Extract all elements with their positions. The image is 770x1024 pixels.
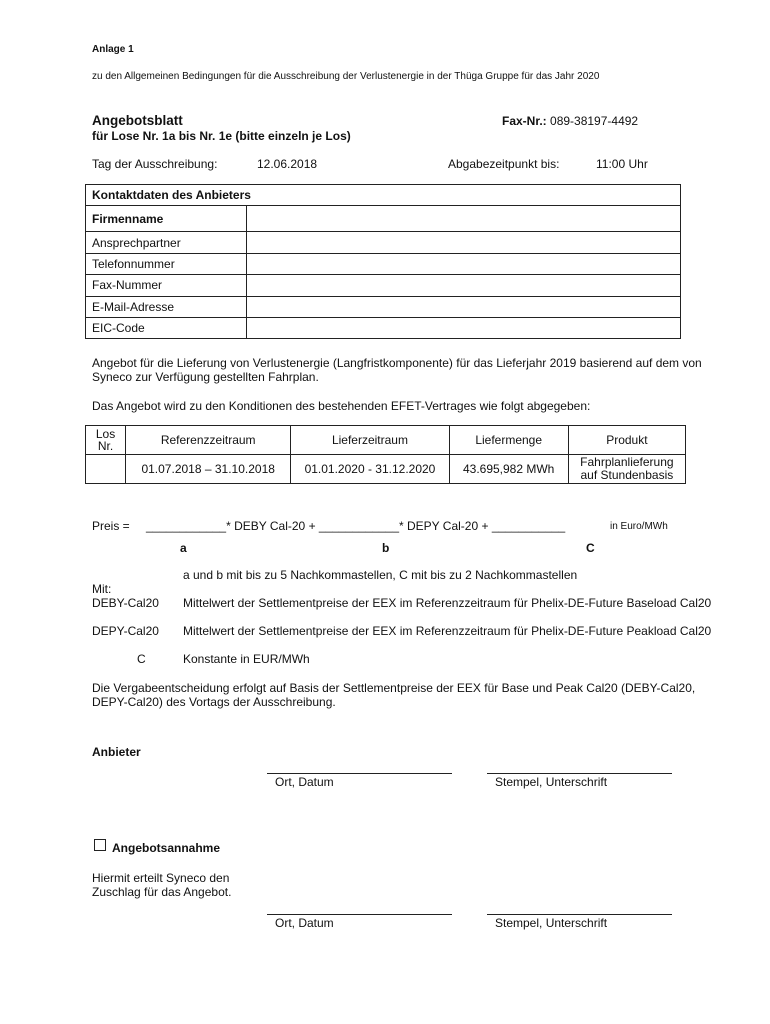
offer-title: Angebotsblatt — [92, 113, 183, 128]
depy-definition: Mittelwert der Settlementpreise der EEX im Referenzzeitraum für Phelix-DE-Future Peakload Cal20 — [183, 624, 712, 638]
contact-heading-row — [86, 185, 681, 206]
product-cell: Fahrplanlieferung auf Stundenbasis — [568, 455, 685, 484]
bidder-signature-line[interactable] — [487, 773, 672, 774]
acceptance-checkbox[interactable] — [94, 839, 106, 851]
constant-term: C — [137, 652, 146, 666]
efet-paragraph: Das Angebot wird zu den Konditionen des bestehenden EFET-Vertrages wie folgt abgegeben: — [92, 399, 591, 413]
phone-label: Telefonnummer — [86, 253, 247, 274]
bidder-stamp-signature-label: Stempel, Unterschrift — [495, 775, 608, 789]
contact-row-person — [86, 232, 681, 253]
contact-heading: Kontaktdaten des Anbieters — [86, 185, 681, 206]
header-lot-number: Los Nr. — [86, 426, 126, 455]
company-label: Firmenname — [86, 206, 247, 232]
contact-row-eic — [86, 317, 681, 338]
constant-c-label: C — [586, 541, 595, 555]
price-label: Preis = — [92, 519, 130, 533]
decimals-note: a und b mit bis zu 5 Nachkommastellen, C mit bis zu 2 Nachkommastellen — [183, 568, 578, 582]
deadline-value: 11:00 Uhr — [596, 157, 648, 171]
contact-row-company — [86, 206, 681, 232]
contact-row-email — [86, 296, 681, 317]
header-reference-period: Referenzzeitraum — [126, 426, 291, 455]
acceptance-signature-line[interactable] — [487, 914, 672, 915]
award-decision-paragraph: Die Vergabeentscheidung erfolgt auf Basis der Settlementpreise der EEX für Base und Peak Cal20 (DEBY-Cal20, DEPY-Cal20) des Vortags der Ausschreibung. — [92, 681, 696, 709]
fax-number-field[interactable] — [247, 275, 681, 296]
fax-value: 089-38197-4492 — [546, 114, 639, 128]
annex-label: Anlage 1 — [92, 44, 134, 55]
bidder-place-date-line[interactable] — [267, 773, 452, 774]
email-field[interactable] — [247, 296, 681, 317]
deadline-label: Abgabezeitpunkt bis: — [448, 157, 560, 171]
price-formula[interactable]: ____________* DEBY Cal-20 + ____________* DEPY Cal-20 + ___________ — [146, 519, 566, 533]
lots-subtitle: für Lose Nr. 1a bis Nr. 1e (bitte einzeln je Los) — [92, 129, 351, 143]
phone-field[interactable] — [247, 253, 681, 274]
header-delivery-quantity: Liefermenge — [449, 426, 568, 455]
lot-number-cell[interactable] — [86, 455, 126, 484]
eic-code-label: EIC-Code — [86, 317, 247, 338]
header-delivery-period: Lieferzeitraum — [291, 426, 449, 455]
coefficient-a-label: a — [180, 541, 187, 555]
price-unit: in Euro/MWh — [610, 521, 668, 532]
deby-term: DEBY-Cal20 — [92, 596, 159, 610]
contact-person-label: Ansprechpartner — [86, 232, 247, 253]
contact-table — [85, 184, 681, 339]
contact-row-fax — [86, 275, 681, 296]
lots-header-row — [86, 426, 686, 455]
bidder-heading: Anbieter — [92, 745, 141, 759]
intro-paragraph: Angebot für die Lieferung von Verlustenergie (Langfristkomponente) für das Lieferjahr 2019 basierend auf dem von Syneco zur Verfügung gestellten Fahrplan. — [92, 356, 702, 384]
company-field[interactable] — [247, 206, 681, 232]
lots-data-row — [86, 455, 686, 484]
deby-definition: Mittelwert der Settlementpreise der EEX im Referenzzeitraum für Phelix-DE-Future Baseload Cal20 — [183, 596, 712, 610]
lots-table — [85, 425, 686, 484]
acceptance-place-date-label: Ort, Datum — [275, 916, 334, 930]
delivery-quantity-cell: 43.695,982 MWh — [449, 455, 568, 484]
contact-row-phone — [86, 253, 681, 274]
fax-label: Fax-Nr.: — [502, 114, 547, 128]
delivery-period-cell: 01.01.2020 - 31.12.2020 — [291, 455, 449, 484]
document-subtitle: zu den Allgemeinen Bedingungen für die Ausschreibung der Verlustenergie in der Thüga Gruppe für das Jahr 2020 — [92, 71, 600, 82]
contact-person-field[interactable] — [247, 232, 681, 253]
header-product: Produkt — [568, 426, 685, 455]
acceptance-stamp-signature-label: Stempel, Unterschrift — [495, 916, 608, 930]
coefficient-b-label: b — [382, 541, 390, 555]
acceptance-place-date-line[interactable] — [267, 914, 452, 915]
depy-term: DEPY-Cal20 — [92, 624, 159, 638]
definitions-intro: Mit: — [92, 582, 112, 596]
tender-date-value: 12.06.2018 — [257, 157, 318, 171]
fax-number — [502, 114, 638, 128]
constant-definition: Konstante in EUR/MWh — [183, 652, 310, 666]
tender-date-label: Tag der Ausschreibung: — [92, 157, 218, 171]
reference-period-cell: 01.07.2018 – 31.10.2018 — [126, 455, 291, 484]
eic-code-field[interactable] — [247, 317, 681, 338]
acceptance-heading: Angebotsannahme — [112, 841, 221, 855]
email-label: E-Mail-Adresse — [86, 296, 247, 317]
acceptance-text: Hiermit erteilt Syneco den Zuschlag für das Angebot. — [92, 871, 232, 899]
fax-number-label: Fax-Nummer — [86, 275, 247, 296]
bidder-place-date-label: Ort, Datum — [275, 775, 334, 789]
